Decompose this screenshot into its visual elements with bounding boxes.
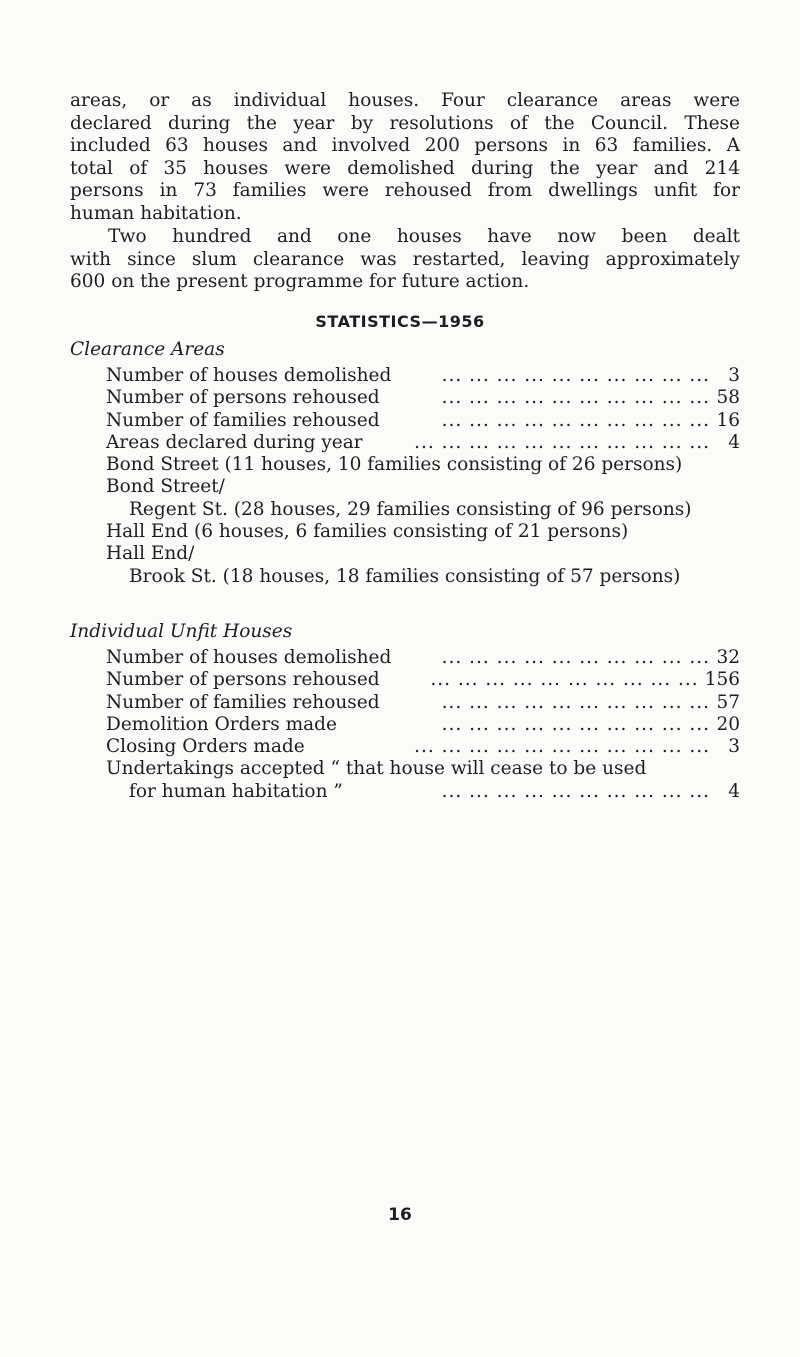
stat-row [106,669,740,691]
intro-line: declared during the year by resolutions of the Council. These [70,112,740,134]
stat-row [106,736,740,758]
stat-row [106,365,740,387]
stat-value: 57 [716,691,740,713]
leader-dots: ... ... ... ... ... ... ... ... ... ... [441,365,710,386]
stat-value: 4 [728,431,740,453]
area-entry: Regent St. (28 houses, 29 families consisting of 96 persons) [129,498,692,520]
intro-line: human habitation. [70,202,242,224]
intro-line: total of 35 houses were demolished during the year and 214 [70,157,740,179]
area-entry: Hall End/ [106,543,195,565]
stat-label: Number of houses demolished [106,365,392,386]
para2-line: with since slum clearance was restarted, leaving approximately [70,248,740,270]
intro-line: persons in 73 families were rehoused from dwellings unfit for [70,180,740,201]
intro-line: areas, or as individual houses. Four clearance areas were [70,90,740,111]
leader-dots: ... ... ... ... ... ... ... ... ... ... [441,780,710,802]
stat-row [106,432,740,454]
stat-value: 3 [728,365,740,386]
statistics-heading: STATISTICS—1956 [315,312,485,331]
clearance-areas-list [106,365,740,588]
area-entry: Bond Street/ [106,476,225,498]
leader-dots: ... ... ... ... ... ... ... ... ... ... [430,669,699,691]
leader-dots: ... ... ... ... ... ... ... ... ... ... ... [414,431,710,453]
stat-label: Areas declared during year [106,431,363,453]
stat-label: Number of families rehoused [106,409,380,431]
leader-dots: ... ... ... ... ... ... ... ... ... ... [441,691,710,713]
stat-label: Number of families rehoused [106,691,380,713]
stat-label: for human habitation ” [129,780,343,802]
stat-label: Number of houses demolished [106,647,392,668]
intro-line: included 63 houses and involved 200 persons in 63 families. A [70,135,740,156]
leader-dots: ... ... ... ... ... ... ... ... ... ... [441,409,710,431]
stat-row [106,781,740,803]
para2-line: Two hundred and one houses have now been dealt [108,226,740,247]
clearance-areas-title: Clearance Areas [70,339,225,360]
stat-label: Number of persons rehoused [106,669,380,691]
stat-value: 3 [728,736,740,758]
stat-row [106,692,740,714]
stat-label: Number of persons rehoused [106,387,380,409]
stat-value: 156 [704,669,740,691]
undertakings-line: Undertakings accepted “ that house will cease to be used [106,758,647,780]
leader-dots: ... ... ... ... ... ... ... ... ... ... [441,387,710,409]
leader-dots: ... ... ... ... ... ... ... ... ... ... [441,713,710,735]
para2-line: 600 on the present programme for future action. [70,271,530,292]
area-entry: Bond Street (11 houses, 10 families consisting of 26 persons) [106,454,683,476]
slum-clearance-paragraph [70,226,740,294]
stat-value: 16 [716,409,740,431]
area-entry: Brook St. (18 houses, 18 families consisting of 57 persons) [129,565,681,587]
stat-value: 32 [716,647,740,668]
individual-unfit-list [106,647,740,803]
leader-dots: ... ... ... ... ... ... ... ... ... ... ... [414,736,710,758]
stat-row [106,410,740,432]
stat-row [106,647,740,669]
page-number: 16 [388,1205,412,1225]
stat-label: Closing Orders made [106,736,305,758]
leader-dots: ... ... ... ... ... ... ... ... ... ... [441,647,710,668]
stat-value: 58 [716,387,740,409]
stat-row [106,387,740,409]
stat-row [106,714,740,736]
stat-label: Demolition Orders made [106,713,337,735]
individual-unfit-houses-title: Individual Unfit Houses [70,621,293,642]
stat-value: 4 [728,780,740,802]
stat-value: 20 [716,713,740,735]
intro-paragraph [70,90,740,225]
area-entry: Hall End (6 houses, 6 families consisting of 21 persons) [106,521,629,543]
